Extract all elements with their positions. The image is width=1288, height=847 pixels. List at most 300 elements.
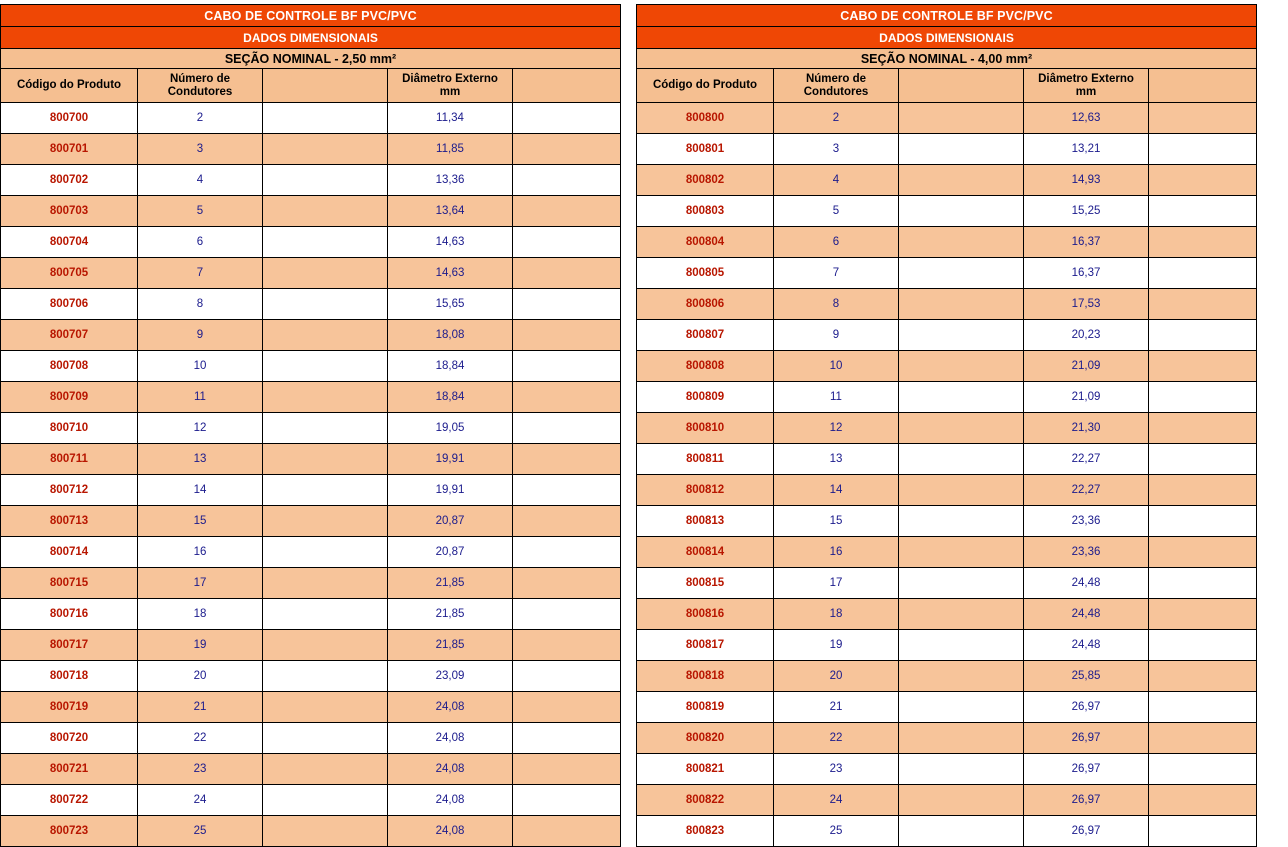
cell-condutores: 3 [138,134,263,165]
table-row [1,816,621,847]
cell-blank-1 [263,568,388,599]
cell-blank-2 [513,568,621,599]
cell-codigo: 800702 [1,165,138,196]
cell-condutores: 18 [138,599,263,630]
column-header-blank-2 [513,69,621,103]
table-header-row [1,69,621,103]
cell-diametro: 26,97 [1024,692,1149,723]
cell-blank-2 [1149,258,1257,289]
cell-codigo: 800713 [1,506,138,537]
cell-diametro: 11,85 [388,134,513,165]
cell-blank-2 [513,258,621,289]
table-row [637,599,1257,630]
cell-diametro: 26,97 [1024,754,1149,785]
cell-blank-1 [263,785,388,816]
cell-codigo: 800808 [637,351,774,382]
cell-blank-1 [263,754,388,785]
cell-codigo: 800714 [1,537,138,568]
cell-condutores: 4 [138,165,263,196]
cell-condutores: 24 [774,785,899,816]
cell-condutores: 13 [774,444,899,475]
cell-blank-2 [1149,103,1257,134]
cell-codigo: 800802 [637,165,774,196]
table-row [1,134,621,165]
cell-diametro: 15,25 [1024,196,1149,227]
cell-blank-2 [1149,785,1257,816]
cell-diametro: 24,08 [388,816,513,847]
cell-condutores: 16 [774,537,899,568]
cell-blank-2 [1149,754,1257,785]
table-row [1,537,621,568]
cell-diametro: 21,09 [1024,382,1149,413]
cell-blank-2 [1149,382,1257,413]
cell-codigo: 800701 [1,134,138,165]
cell-diametro: 16,37 [1024,258,1149,289]
cell-codigo: 800700 [1,103,138,134]
cell-blank-2 [513,599,621,630]
cell-blank-1 [263,382,388,413]
cell-blank-2 [513,413,621,444]
cell-blank-1 [899,382,1024,413]
cell-codigo: 800812 [637,475,774,506]
cell-codigo: 800705 [1,258,138,289]
cell-blank-1 [899,289,1024,320]
cell-codigo: 800823 [637,816,774,847]
cell-condutores: 2 [774,103,899,134]
cell-blank-1 [263,506,388,537]
cell-diametro: 13,64 [388,196,513,227]
cell-condutores: 8 [774,289,899,320]
cell-codigo: 800820 [637,723,774,754]
cell-condutores: 22 [774,723,899,754]
cell-codigo: 800816 [637,599,774,630]
cell-diametro: 24,48 [1024,630,1149,661]
cell-blank-1 [263,196,388,227]
table-section-row [1,49,621,69]
table-row [637,382,1257,413]
cell-blank-1 [899,692,1024,723]
cell-diametro: 24,08 [388,785,513,816]
cell-blank-1 [263,444,388,475]
cell-blank-2 [513,816,621,847]
cell-blank-1 [263,630,388,661]
cell-blank-1 [263,289,388,320]
table-row [637,661,1257,692]
column-header-blank-1 [263,69,388,103]
cell-diametro: 13,21 [1024,134,1149,165]
cell-codigo: 800712 [1,475,138,506]
table-subtitle: DADOS DIMENSIONAIS [637,27,1257,49]
cell-blank-2 [513,227,621,258]
cell-diametro: 23,36 [1024,506,1149,537]
cell-diametro: 25,85 [1024,661,1149,692]
cell-blank-2 [1149,196,1257,227]
cell-condutores: 23 [774,754,899,785]
column-header-codigo: Código do Produto [637,69,774,103]
column-header-condutores-line2: Condutores [803,85,869,98]
cell-diametro: 13,36 [388,165,513,196]
cell-condutores: 9 [774,320,899,351]
cell-blank-1 [263,475,388,506]
cell-blank-1 [899,227,1024,258]
cell-diametro: 19,05 [388,413,513,444]
table-row [1,475,621,506]
cell-condutores: 5 [774,196,899,227]
cell-diametro: 12,63 [1024,103,1149,134]
cell-blank-1 [263,599,388,630]
cell-codigo: 800809 [637,382,774,413]
cell-blank-2 [513,723,621,754]
table-row [1,692,621,723]
cell-diametro: 21,85 [388,630,513,661]
cell-diametro: 15,65 [388,289,513,320]
cell-condutores: 21 [774,692,899,723]
cell-codigo: 800806 [637,289,774,320]
cell-blank-1 [263,258,388,289]
column-header-diametro [1024,69,1149,103]
table-row [1,382,621,413]
table-subtitle: DADOS DIMENSIONAIS [1,27,621,49]
cell-blank-2 [513,630,621,661]
cell-blank-1 [263,816,388,847]
cell-diametro: 19,91 [388,475,513,506]
cell-blank-2 [513,134,621,165]
cell-diametro: 18,84 [388,351,513,382]
cell-blank-2 [1149,475,1257,506]
table-row [1,165,621,196]
table-row [637,754,1257,785]
cell-blank-2 [1149,227,1257,258]
cell-diametro: 14,63 [388,227,513,258]
cell-codigo: 800708 [1,351,138,382]
cell-blank-1 [899,165,1024,196]
cable-table-1 [0,4,621,847]
cell-condutores: 12 [774,413,899,444]
cell-codigo: 800810 [637,413,774,444]
cell-blank-2 [1149,444,1257,475]
cell-diametro: 20,87 [388,506,513,537]
cell-blank-1 [263,692,388,723]
table-row [637,103,1257,134]
cell-blank-1 [899,816,1024,847]
table-row [1,227,621,258]
table-row [1,754,621,785]
table-row [1,413,621,444]
cell-blank-1 [899,537,1024,568]
cell-blank-2 [1149,351,1257,382]
cell-condutores: 14 [774,475,899,506]
cell-blank-2 [1149,630,1257,661]
table-row [1,103,621,134]
table-section: SEÇÃO NOMINAL - 4,00 mm² [637,49,1257,69]
table-row [1,320,621,351]
cell-blank-1 [263,661,388,692]
cell-codigo: 800721 [1,754,138,785]
cell-diametro: 24,08 [388,754,513,785]
cell-blank-1 [263,103,388,134]
table-row [637,165,1257,196]
cell-condutores: 15 [774,506,899,537]
cell-blank-2 [513,475,621,506]
cell-condutores: 23 [138,754,263,785]
cell-condutores: 18 [774,599,899,630]
column-header-condutores-line1: Número de [169,72,231,85]
cell-blank-1 [899,320,1024,351]
cell-codigo: 800819 [637,692,774,723]
cell-blank-2 [513,351,621,382]
cell-condutores: 25 [138,816,263,847]
cell-diametro: 14,93 [1024,165,1149,196]
cell-diametro: 24,08 [388,692,513,723]
cell-blank-2 [1149,134,1257,165]
cell-blank-1 [899,661,1024,692]
table-row [637,258,1257,289]
cell-blank-2 [513,661,621,692]
table-row [1,289,621,320]
cell-diametro: 22,27 [1024,475,1149,506]
cell-condutores: 4 [774,165,899,196]
cell-codigo: 800707 [1,320,138,351]
cable-table-wrapper-2 [636,4,1256,837]
cell-condutores: 17 [138,568,263,599]
cell-blank-2 [513,754,621,785]
cell-codigo: 800722 [1,785,138,816]
cell-diametro: 16,37 [1024,227,1149,258]
cell-blank-1 [899,413,1024,444]
cell-blank-2 [513,785,621,816]
table-row [637,630,1257,661]
cell-diametro: 21,85 [388,568,513,599]
cell-blank-1 [899,444,1024,475]
cell-blank-2 [1149,537,1257,568]
cell-blank-1 [263,413,388,444]
cell-codigo: 800804 [637,227,774,258]
cell-condutores: 2 [138,103,263,134]
table-row [1,506,621,537]
cell-diametro: 24,08 [388,723,513,754]
column-header-condutores [138,69,263,103]
cell-codigo: 800813 [637,506,774,537]
cell-codigo: 800716 [1,599,138,630]
cell-blank-2 [1149,289,1257,320]
cell-blank-2 [513,196,621,227]
cell-condutores: 25 [774,816,899,847]
cell-codigo: 800703 [1,196,138,227]
table-section: SEÇÃO NOMINAL - 2,50 mm² [1,49,621,69]
table-title-row [1,5,621,27]
cell-diametro: 21,30 [1024,413,1149,444]
cell-codigo: 800800 [637,103,774,134]
cell-blank-1 [899,351,1024,382]
table-row [637,413,1257,444]
cell-codigo: 800817 [637,630,774,661]
table-row [637,506,1257,537]
cell-blank-2 [513,289,621,320]
cell-condutores: 11 [138,382,263,413]
cell-condutores: 6 [774,227,899,258]
column-header-condutores-line1: Número de [805,72,867,85]
table-title: CABO DE CONTROLE BF PVC/PVC [637,5,1257,27]
cell-condutores: 7 [138,258,263,289]
cell-condutores: 3 [774,134,899,165]
cell-blank-2 [1149,599,1257,630]
cell-blank-2 [513,444,621,475]
cell-diametro: 20,23 [1024,320,1149,351]
cell-codigo: 800706 [1,289,138,320]
cell-diametro: 20,87 [388,537,513,568]
cell-blank-2 [513,537,621,568]
table-row [637,320,1257,351]
cell-diametro: 24,48 [1024,568,1149,599]
cell-codigo: 800719 [1,692,138,723]
table-row [1,630,621,661]
cell-blank-1 [899,475,1024,506]
table-section-row [637,49,1257,69]
cell-codigo: 800704 [1,227,138,258]
cell-blank-1 [899,506,1024,537]
table-row [637,692,1257,723]
cell-codigo: 800815 [637,568,774,599]
cell-diametro: 18,08 [388,320,513,351]
column-header-diametro-line1: Diâmetro Externo [1038,72,1134,85]
cell-condutores: 15 [138,506,263,537]
cell-blank-2 [513,103,621,134]
cell-condutores: 10 [774,351,899,382]
cell-condutores: 22 [138,723,263,754]
cell-condutores: 9 [138,320,263,351]
cell-condutores: 11 [774,382,899,413]
table-row [637,227,1257,258]
cell-blank-2 [1149,320,1257,351]
cell-diametro: 21,09 [1024,351,1149,382]
cell-blank-2 [513,506,621,537]
table-title: CABO DE CONTROLE BF PVC/PVC [1,5,621,27]
cell-diametro: 18,84 [388,382,513,413]
cell-codigo: 800718 [1,661,138,692]
cell-blank-1 [899,258,1024,289]
cell-codigo: 800711 [1,444,138,475]
cell-codigo: 800723 [1,816,138,847]
cable-table-2 [636,4,1257,847]
cell-condutores: 17 [774,568,899,599]
table-row [637,444,1257,475]
column-header-blank-2 [1149,69,1257,103]
cell-codigo: 800811 [637,444,774,475]
cell-codigo: 800818 [637,661,774,692]
cell-codigo: 800822 [637,785,774,816]
cell-diametro: 23,36 [1024,537,1149,568]
cell-condutores: 7 [774,258,899,289]
cell-codigo: 800814 [637,537,774,568]
table-row [1,351,621,382]
cell-diametro: 26,97 [1024,723,1149,754]
cell-codigo: 800715 [1,568,138,599]
cell-blank-1 [899,196,1024,227]
cell-codigo: 800709 [1,382,138,413]
table-header-row [637,69,1257,103]
cell-blank-1 [899,103,1024,134]
cell-codigo: 800717 [1,630,138,661]
cell-blank-1 [263,723,388,754]
cell-diametro: 24,48 [1024,599,1149,630]
cell-condutores: 13 [138,444,263,475]
cell-condutores: 6 [138,227,263,258]
cell-blank-2 [1149,723,1257,754]
cell-blank-1 [263,165,388,196]
table-row [1,444,621,475]
cell-blank-1 [263,351,388,382]
cell-diametro: 19,91 [388,444,513,475]
cell-diametro: 11,34 [388,103,513,134]
cell-blank-1 [899,630,1024,661]
cell-condutores: 8 [138,289,263,320]
cell-codigo: 800821 [637,754,774,785]
cell-blank-2 [1149,165,1257,196]
cell-diametro: 23,09 [388,661,513,692]
table-row [637,475,1257,506]
table-row [1,568,621,599]
table-row [1,258,621,289]
table-row [1,196,621,227]
table-row [637,537,1257,568]
table-row [637,134,1257,165]
cell-blank-1 [899,754,1024,785]
cell-blank-2 [1149,661,1257,692]
table-row [637,785,1257,816]
cell-condutores: 5 [138,196,263,227]
column-header-blank-1 [899,69,1024,103]
cell-blank-1 [899,785,1024,816]
table-row [1,661,621,692]
table-row [637,816,1257,847]
table-row [637,568,1257,599]
cell-blank-1 [263,134,388,165]
cell-diametro: 17,53 [1024,289,1149,320]
cell-diametro: 26,97 [1024,785,1149,816]
cell-blank-1 [899,723,1024,754]
cell-blank-1 [263,320,388,351]
cell-blank-2 [1149,568,1257,599]
cell-condutores: 19 [138,630,263,661]
cell-blank-2 [1149,692,1257,723]
cell-codigo: 800801 [637,134,774,165]
cable-table-wrapper-1 [0,4,620,837]
cell-codigo: 800710 [1,413,138,444]
column-header-codigo: Código do Produto [1,69,138,103]
cell-blank-2 [513,382,621,413]
cell-codigo: 800720 [1,723,138,754]
table-row [1,785,621,816]
cell-codigo: 800807 [637,320,774,351]
table-row [1,723,621,754]
cell-diametro: 26,97 [1024,816,1149,847]
cell-diametro: 21,85 [388,599,513,630]
cell-condutores: 24 [138,785,263,816]
column-header-diametro-line2: mm [1075,85,1097,98]
cell-codigo: 800805 [637,258,774,289]
cell-blank-2 [1149,816,1257,847]
cell-blank-2 [513,692,621,723]
table-row [637,196,1257,227]
cell-condutores: 10 [138,351,263,382]
column-header-diametro-line2: mm [439,85,461,98]
cell-blank-2 [513,165,621,196]
cell-condutores: 14 [138,475,263,506]
cell-codigo: 800803 [637,196,774,227]
table-row [637,351,1257,382]
cell-condutores: 20 [774,661,899,692]
table-row [1,599,621,630]
